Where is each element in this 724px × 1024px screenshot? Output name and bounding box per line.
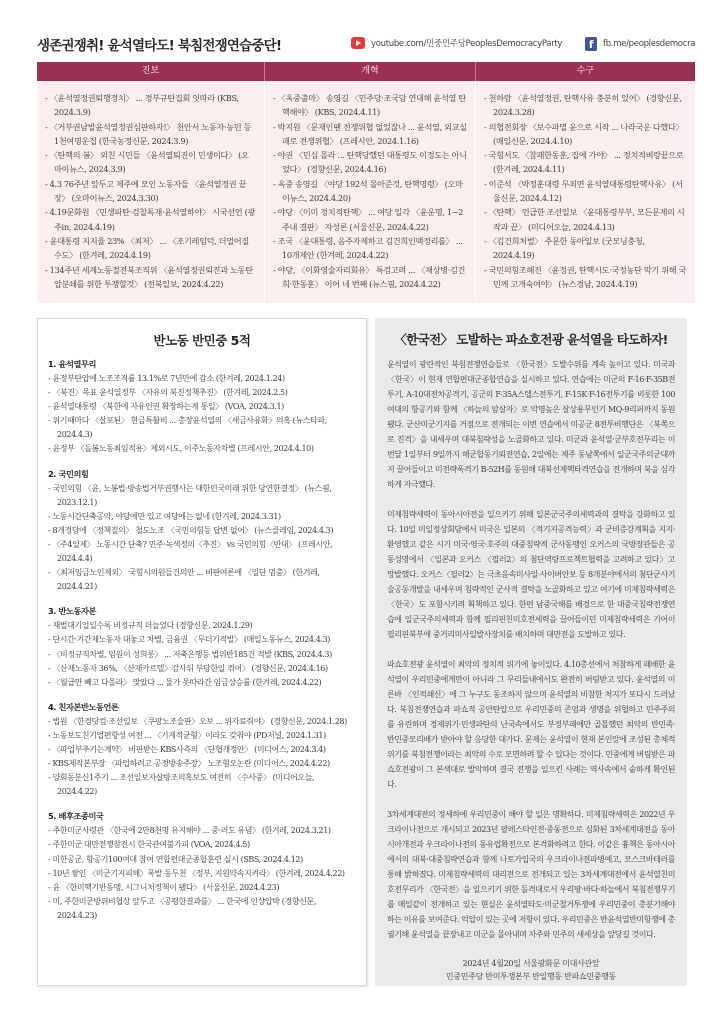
column-header-conservative: 수구	[576, 66, 595, 76]
statement-paragraph: 3차세계대전의 정세하에 우리민중이 해야 할 일은 명확하다. 미제침략세력은 2022년 우크라이나전으로 개시되고 2023년 팔레스타인전·중동전으로 심화된 3차세계대전을 동아시아개전과 우크라이나전의 동유럽확전으로 본격화하려고 한다. 이같은 흉책은 동아시아에서의 대북·대중침략연습과 함께 나토가입국의 우크라이나전파병예고, 모스크바테러를 통해 밝혀졌다. 미제침략세력의 대리전으로 전개되고 있는 3차세계대전에서 윤석열친미호전무리가 〈한국전〉을 일으키기 위한 돌격대로서 우리땅·바다·하늘에서 북침전쟁무기를 매일같이 전개하고 있는 현실은 윤석열타도·미군철거투쟁에 우리민중이 총분기해야 하는 이유를 보여준다. 억압이 있는 곳에 저항이 있다. 우리민중은 반윤석열반미항쟁에 총궐기해 윤석열을 끝장내고 미군을 몰아내며 자주와 민주의 새세상을 앞당길 것이다.	[387, 810, 675, 939]
news-item: - 천하람 〈윤석열정권, 탄핵사유 충분히 있어〉 (경향신문, 2024.3.28)	[484, 91, 687, 120]
signature: 민중민주당 반미투쟁본부 반일행동 반파쇼민중행동	[445, 972, 617, 981]
news-item: - 10년 쌓인 〈미군기지피해〉폭발 동두천 〈정부, 지원약속지켜라〉 (한겨레, 2024.4.22)	[48, 867, 356, 881]
facebook-link[interactable]	[585, 37, 695, 51]
news-item: - 〈거부권남발윤석열정권심판하자!〉 천안서 노동자·농민 등 1천여명운집 (한국농정신문, 2024.3.9)	[45, 120, 256, 149]
reform-column	[265, 81, 476, 303]
news-item: - 〈주4일제〉 노동시간 단축? 민주·녹색정의〈추진〉 vs 국민의힘〈반대〉 (프레시안, 2024.4.4)	[48, 538, 356, 566]
column-header-progressive: 진보	[37, 62, 265, 81]
news-item: - 위기때마다 〈살포된〉 현금특활비 ... 총장윤석열의 〈세금사유화〉의혹 (뉴스타파, 2024.4.3)	[48, 414, 356, 442]
news-item: - 〈옥중출마〉 송영길 〈민주당·조국당 연대해 윤석열 탄핵해야〉 (KBS, 2024.4.11)	[273, 91, 467, 120]
news-item: - 134주년 세계노동절전북조직위 〈윤석열정권퇴진과 노동탄압분쇄를 위한 투쟁할것〉 (전북일보, 2024.4.22)	[45, 263, 256, 292]
news-item: - 야당 〈이미 정치적탄핵〉 ... 여당 일각 〈윤운명, 1~2주내 결판〉 자성론 (서울신문, 2024.4.22)	[273, 205, 467, 234]
news-item: - 〈최저임금노인제외〉 국힘시의원들건의안 ... 비판여론에 〈일단 멈춤〉 (한겨레, 2024.4.21)	[48, 566, 356, 594]
news-item: - 윤 〈한미핵기반동맹, 시그니처정책이 됐다〉 (서울신문, 2024.4.23)	[48, 881, 356, 895]
news-item: - 〈김건희처벌〉 주문한 동아일보 (굿모닝충청, 2024.4.19)	[484, 234, 687, 263]
news-item: - 야당, 〈이화영술자리회유〉 특검고려 ... 〈채상병·김건희·한동훈〉 이어 네 번째 (뉴스핌, 2024.4.22)	[273, 263, 467, 292]
news-item: - 〈탄핵의 봄〉 외친 시민들 〈윤석열퇴진이 민생이다〉 (오마이뉴스, 2024.3.9)	[45, 148, 256, 177]
enemy-section	[48, 469, 356, 595]
news-item: - 양회동분신1주기 ... 조선일보자살방조의혹보도 여전히 〈수사중〉 (미디어오늘, 2024.4.22)	[48, 771, 356, 799]
news-item: - 〈탄핵〉 언급한 조선일보 〈윤대통령부부, 모든문제의 시작과 끝〉 (미디어오늘, 2024.4.13)	[484, 205, 687, 234]
news-item: - 〈비정규직차별, 임원이 성희롱〉 ... 저축은행등 법위반185건 적발 (KBS, 2024.4.3)	[48, 648, 356, 662]
youtube-link[interactable]	[351, 37, 562, 49]
news-item: - 주한미군 대만전쟁참전시 한국관여불가피 (VOA, 2024.4.5)	[48, 838, 356, 852]
column-header-reform: 개혁	[265, 62, 476, 81]
statement-paragraph: 파쇼호전광 윤석열이 최악의 정치적 위기에 놓이있다. 4.10총선에서 처참하게 패배한 윤석열이 우리민중에게만이 아니라 그 무리들내에서도 완전히 버림받고 있다. 윤석열의 이른바 〈인적쇄신〉에 그 누구도 동조하지 않으며 윤석열의 비참한 처지가 또다시 드러났다. 북침전쟁연습과 파쇼적 공안탄압으로 우리민중의 존엄과 생명을 위협하고 민주주의를 유린하며 경제위기·민생파탄의 난국속에서도 부정부패에만 골몰했던 최악의 반민족·반민중모리배가 받아야 할 응당한 대가다. 문제는 윤석열이 현재 본인앞에 조성된 총체적 위기를 북침전쟁이라는 최악의 수로 모면하려 할 수 있다는 것이다. 민중에게 버림받은 파쇼호전광이 그 본색대로 발악하며 결국 전쟁을 일으킨 사례는 역사속에서 숱하게 확인된다.	[387, 660, 675, 789]
five-enemies-box	[37, 318, 367, 986]
news-item: - 주한미군사령관 〈한국에 2만8천명 유지해야 ... 중·러도 유념〉 (한겨레, 2024.3.21)	[48, 824, 356, 838]
statement-paragraph: 윤석열이 광란적인 북침전쟁연습들로 〈한국전〉도발수위를 계속 높이고 있다. 미국과 〈한국〉이 현재 연합편대군종합연습을 실시하고 있다. 연습에는 미군의 F-16·F-35B전투기, A-10대전차공격기, 공군의 F-35A스텔스전투기, F-15K·F-16전투기를 비롯한 100여대의 항공기와 함께 〈하늘의 암살자〉로 악명높은 살상용무인기 MQ-9리퍼까지 동원됐다. 군산미군기지를 거점으로 전개되는 이번 연습에서 미공군 8전투비행단은 〈북쪽으로 진격〉을 내세우며 대북침략성을 노골화하고 있다. 미군과 윤석열·군부호전무리는 이번달 1일부터 9일까지 해군합동기뢰전연습, 2일에는 제주 동남쪽에서 일군국주의군대까지 끌어들이고 미전략폭격기 B-52H를 동원해 대북선제핵타격연습을 전개하며 북을 심각하게 자극했다.	[387, 360, 675, 489]
news-item: - 옥중 송영길 〈야당 192석 몰아준것, 탄핵명령〉 (오마이뉴스, 2024.4.20)	[273, 177, 467, 206]
news-item: - 윤대통령 지지율 23% 〈최저〉 ... 〈조기레임덕, 더멀어질수도〉 (한겨레, 2024.4.19)	[45, 234, 256, 263]
news-item: - 윤석열대통령 〈북한에 자유인권 확장하는게 통일〉 (VOA, 2024.3.1)	[48, 400, 356, 414]
progressive-column	[37, 81, 265, 303]
statement-paragraph: 미제침략세력이 동아시아전을 일으키기 위해 일본군국주의세력과의 결탁을 강화하고 있다. 10일 미일정상회담에서 미국은 일본의 〈적기지공격능력〉과 군비증강계획을 지지·환영했고 같은 시기 미국·영국·호주의 대중침략적 군사동맹인 오커스의 국방장관들은 공동성명에서 〈일본과 오커스 〈필러2〉의 첨단역량프로젝트협력을 고려하고 있다〉고 망발했다. 오커스〈필러2〉는 극초음속미사일·사이버안보 등 8개분야에서의 첨단군사기술공동개발을 내세우며 침략적인 군사적 결탁을 노골화하고 있고 여기에 미제침략세력은 〈한국〉도 포함시키려 획책하고 있다. 한편 남중국해를 배경으로 한 대중국침략전쟁연습에 일군국주의세력과 함께 필리핀친미호전세력을 끌어들이던 미제침략세력은 기어이 필리핀북부에 중거리미사일발사장치를 배치하며 대만전을 도발하고 있다.	[387, 510, 675, 639]
section-heading: 2. 국민의힘	[48, 468, 89, 479]
enemy-section	[48, 359, 356, 457]
news-item: - 이준석 〈박정훈대령 무죄면 윤석열대통령탄핵사유〉 (서울신문, 2024.4.12)	[484, 177, 687, 206]
news-item: - 미, 주한미군방위비협상 앞두고 〈공평한결과를〉 ... 한국에 인상압박 (경향신문, 2024.4.23)	[48, 895, 356, 923]
news-item: - 국민의힘조해진 〈윤정권, 탄핵시도·국정농단 막기 위해 국민께 고개숙여야〉 (뉴스경남, 2024.4.19)	[484, 263, 687, 292]
news-item: - 조국 〈윤대통령, 음주자제하고 김건희인맥정리를〉 ... 10개제안 (한겨레, 2024.4.22)	[273, 234, 467, 263]
news-item: - 〈북진〉목표 윤석열정부 〈자유의 북진정책추진〉 (한겨레, 2024.2.5)	[48, 386, 356, 400]
news-item: - KBS제작본부장 〈파업하려고 공정방송주장〉 노조혐오논란 (미디어스, 2024.4.22)	[48, 757, 356, 771]
news-item: - 국힘서도 〈참패한동훈, 집에 가야〉 ... 정치적벼랑끝으로 (한겨레, 2024.4.11)	[484, 148, 687, 177]
statement-title: 〈한국전〉 도발하는 파쇼호전광 윤석열을 타도하자!	[394, 332, 668, 347]
news-item: - 8개정당에 〈정책질의〉 철도노조 〈국민의힘등 답변 없어〉 (뉴스클레임, 2024.4.3)	[48, 524, 356, 538]
press-table	[37, 62, 695, 303]
news-item: - 노동보도친기업편향성 여전 ... 〈기계적균형〉이라도 갖춰야 (PD저널, 2024.1.31)	[48, 729, 356, 743]
news-item: - 단시간·기간제노동자 대놓고 차별, 금융권 〈무더기적발〉 (매일노동뉴스, 2024.4.3)	[48, 633, 356, 647]
youtube-icon	[351, 37, 365, 49]
headline: 생존권쟁취! 윤석열타도! 북침전쟁연습중단!	[37, 38, 282, 54]
enemy-section	[48, 702, 356, 800]
news-item: - 국민의힘 〈윤, 노봉법·방송법거부권행사는 대한민국미래 위한 당연한결정〉 (뉴스핌, 2023.12.1)	[48, 482, 356, 510]
news-item: - 법원 〈한경닷컴·조선일보 〈쿠팡노조술판〉오보 ... 위자료줘야〉 (경향신문, 2024.1.28)	[48, 715, 356, 729]
conservative-column	[476, 81, 695, 303]
top-banner	[37, 34, 724, 54]
news-item: - 윤정부 〈돌봄노동최임적용〉제외시도, 이주노동자차별 (프레시안, 2024.4.10)	[48, 442, 356, 456]
section-heading: 5. 배후조종미국	[48, 811, 104, 822]
news-item: - 윤정부탄압에 노조조직률 13.1%로 7년만에 감소 (한겨레, 2024.1.24)	[48, 372, 356, 386]
five-enemies-title: 반노동 반민중 5적	[153, 333, 251, 348]
news-item: - 야권 〈민심 몰라 ... 탄핵당했던 대통령도 이정도는 아니었다〉 (경향신문, 2024.4.16)	[273, 148, 467, 177]
news-item: - 〈파업부추기는계약〉 비판받는 KBS사측의 〈단협개정안〉 (미디어스, 2024.3.4)	[48, 743, 356, 757]
news-item: - 의협전회장 〈보수파멸 윤으로 시작 ... 나라국운 다했다〉 (매일신문, 2024.4.10)	[484, 120, 687, 149]
facebook-icon: f	[585, 37, 597, 51]
section-heading: 4. 친자본반노동언론	[48, 701, 119, 712]
section-heading: 3. 반노동자본	[48, 606, 97, 617]
news-item: - 4.19문화원 〈민생파탄·검찰독재·윤석열하야〉 시국선언 (광주in, 2024.4.19)	[45, 205, 256, 234]
youtube-url[interactable]: youtube.com/민중민주당PeoplesDemocracyParty	[371, 39, 563, 49]
statement-box	[375, 318, 687, 986]
news-item: - 〈월급만 빼고 다올라〉 맞았다 ... 물가 못따라간 임금상승률 (한겨레, 2024.4.22)	[48, 676, 356, 690]
news-item: - 노동시간단축공약, 야당에만 있고 여당에는 없네 (한겨레, 2024.3.31)	[48, 510, 356, 524]
section-heading: 1. 윤석열무리	[48, 359, 97, 369]
news-item: - 〈윤석열정권퇴행정치〉 ... 정부규탄집회 잇따라 (KBS, 2024.3.9)	[45, 91, 256, 120]
news-item: - 〈산재노동자 36%, 〈산재카르텔〉감사뒤 부당한일 겪어〉 (경향신문, 2024.4.16)	[48, 662, 356, 676]
news-item: - 박지원 〈문재인땐 전쟁위협 없었잖나 ... 윤석열, 외교실패로 전쟁위협〉 (프레시안, 2024.1.16)	[273, 120, 467, 149]
enemy-section	[48, 606, 356, 689]
news-item: - 미한공군, 항공기100여대 참여 연합편대군종합훈련 실시 (SBS, 2024.4.12)	[48, 853, 356, 867]
news-item: - 4.3 76주년 앞두고 제주에 모인 노동자들 〈윤석열정권 끝장〉 (오마이뉴스, 2024.3.30)	[45, 177, 256, 206]
facebook-url[interactable]: fb.me/peoplesdemocra	[603, 39, 696, 49]
news-item: - 재벌대기업일수록 비정규직 더늘었다 (경향신문, 2024.1.29)	[48, 619, 356, 633]
date-place: 2024년 4월20일 서울광화문 미대사관앞	[462, 959, 600, 968]
enemy-section	[48, 811, 356, 923]
